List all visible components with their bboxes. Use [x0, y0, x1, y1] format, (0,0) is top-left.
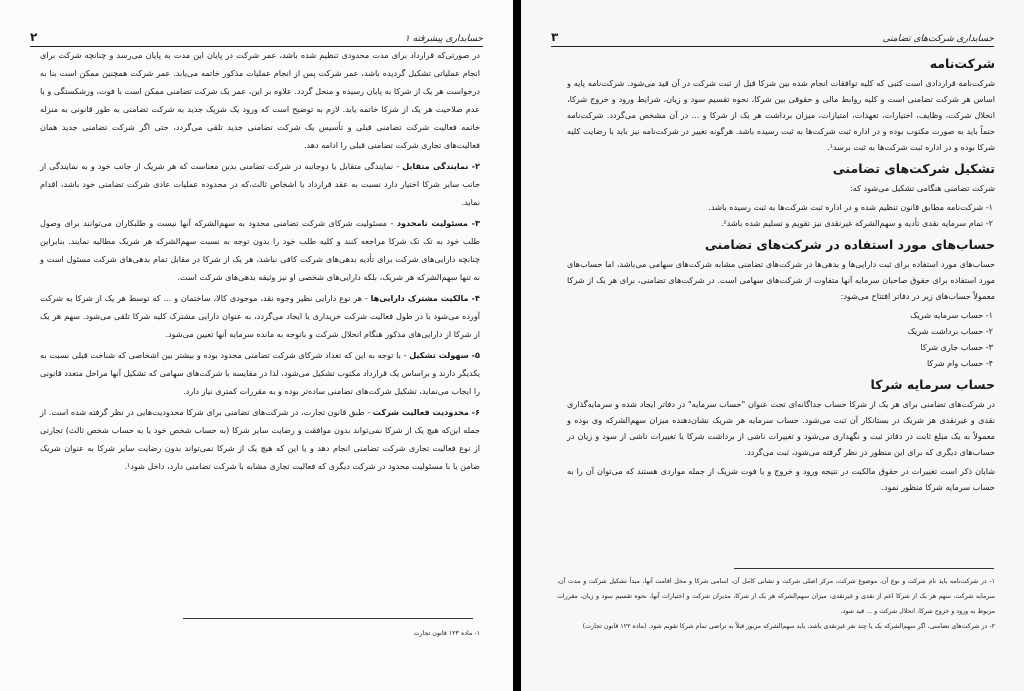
list-item: ۴- حساب وام شرکا: [926, 358, 993, 368]
body-paragraph: شایان ذکر است تغییرات در حقوق مالکیت در نتیجه ورود و خروج و یا فوت شریک از جمله مواردی هستند که می‌توان آن را به حساب سرمایه شرکا منظور نمود.: [567, 466, 995, 492]
item-text: - طبق قانون تجارت، در شرکت‌های تضامنی برای شرکا محدودیت‌هایی در نظر گرفته شده است. از جمله این‌که هیچ یک از شرکا نمی‌تواند بدون موافقت و رضایت سایر شرکا (به حساب شخص خود یا به حساب شخص ثالث) تجارتی از نوع فعالیت تجاری شرکت تضامنی انجام دهد و یا این که هیچ یک از شرکا نمی‌تواند بدون رضایت سایر شرکا به عنوان شریک ضامن یا با مسئولیت محدود در شرکت دیگری که فعالیت تجاری مشابه با شرکت تضامنی دارد، داخل شود¹.: [40, 407, 480, 471]
list-item: ۱- حساب سرمایه شریک: [910, 310, 993, 320]
numbered-item: [40, 346, 480, 400]
numbered-item: [40, 403, 480, 475]
item-title: ۶- محدودیت فعالیت شرکت: [372, 407, 480, 417]
item-text: - نمایندگی متقابل یا دوجانبه در شرکت تضامنی بدین معناست که هر شریک از جانب خود و به نمایندگی از جانب سایر شرکا اختیار دارد نسبت به عقد قرارداد با اشخاص ثالث،که در محدوده عملیات عادی شرکت تضامنی خود باشد، اقدام نماید.: [40, 161, 480, 207]
body-paragraph: در شرکت‌های تضامنی برای هر یک از شرکا حساب جداگانه‌ای تحت عنوان "حساب سرمایه" در دفاتر ایجاد شده و سرمایه‌گذاری نقدی و غیرنقدی هر شریک در بستانکار آن ثبت می‌شود. حساب سرمایه هر شریک نشان‌دهنده میزان سهم‌الشرکه وی بوده و معمولاً به یک مبلغ ثابت در دفاتر ثبت و نگهداری می‌شود و تغییرات ناشی از برداشت شرکا یا تغییرات ناشی از سود و زیان در حساب‌های دیگری که برای این منظور در نظر گرفته می‌شود، ثبت می‌گردد.: [567, 399, 995, 457]
numbered-item: [40, 214, 480, 286]
item-text: - هر نوع دارایی نظیر وجوه نقد، موجودی کالا، ساختمان و ... که توسط هر یک از شرکا به شرکت آورده می‌شود یا در طول فعالیت شرکت خریداری یا ایجاد می‌گردد، به عنوان دارایی مشترک کلیه شرکا تلقی می‌شود. سهم هر یک از شرکا از دارایی‌های مذکور هنگام انحلال شرکت و باتوجه به مانده سرمایه آنها تعیین می‌شود.: [40, 293, 480, 339]
body-paragraph: در صورتی‌که قرارداد برای مدت محدودی تنظیم شده باشد، عمر شرکت در پایان این مدت به پایان می‌رسد و چنانچه شرکت برای انجام عملیاتی تشکیل گردیده باشد، عمر شرکت پس از انجام عملیات مذکور خاتمه می‌یابد. عمر شرکت همچنین ممکن است بنا به درخواست هر یک از شرکا به پایان رسیده و منحل گردد. علاوه بر این، عمر یک شرکت تضامنی ممکن است با فوت، ورشکستگی و یا عدم صلاحیت هر یک از شرکا خاتمه یابد. لازم به توضیح است که ورود یک شریک جدید به شرکت تضامنی به طور قانونی به منزله خاتمه فعالیت شرکت تضامنی قبلی و تأسیس یک شرکت تضامنی جدید تلقی می‌گردد، حتی اگر شرکت تضامنی جدید همان فعالیت‌های تجاری شرکت تضامنی قبلی را ادامه دهد.: [40, 50, 480, 150]
page-number: ۳: [551, 30, 559, 44]
item-title: ۳- مسئولیت نامحدود: [396, 218, 480, 228]
item-title: ۲- نمایندگی متقابل: [402, 161, 480, 171]
item-title: ۴- مالکیت مشترک دارایی‌ها: [370, 293, 480, 303]
right-footnotes: [557, 574, 995, 634]
item-title: ۵- سهولت تشکیل: [409, 350, 480, 360]
left-footnotes: [40, 626, 480, 641]
section-heading: شرکت‌نامه: [929, 56, 995, 71]
page-number: ۲: [30, 30, 38, 44]
list-item: ۲- حساب برداشت شریک: [907, 326, 993, 336]
footnote-rule: [734, 568, 994, 569]
numbered-item: [40, 157, 480, 211]
footnote-rule: [183, 618, 473, 619]
body-paragraph: شرکت‌نامه قراردادی است کتبی که کلیه توافقات انجام شده بین شرکا قبل از ثبت شرکت در آن قید می‌شود. شرکت‌نامه پایه و اساس هر شرکت تضامنی است و کلیه روابط مالی و حقوقی بین شرکا، نحوه تقسیم سود و زیان، شرایط ورود و خروج شرکا، انحلال شرکت، وظایف، اختیارات، تعهدات، امتیازات، میزان برداشت هر یک از شرکا و ... در آن مشخص می‌گردد. شرکت‌نامه حتماً باید به صورت مکتوب بوده و در اداره ثبت شرکت‌ها به ثبت رسیده باشد. هرگونه تغییر در شرکت‌نامه نیز باید با رضایت کلیه شرکا بوده و در اداره ثبت شرکت‌ها به ثبت برسد¹.: [567, 78, 995, 152]
numbered-list: [567, 307, 995, 371]
section-heading: حساب سرمایه شرکا: [870, 377, 995, 392]
footnote: ۱- در شرکت‌نامه باید نام شرکت و نوع آن، موضوع شرکت، مرکز اصلی شرکت و نشانی کامل آن، اسامی شرکا و محل اقامت آنها، مبدأ تشکیل شرکت و مدت آن، سرمایه شرکت، سهم هر یک از شرکا اعم از نقدی و غیرنقدی، میزان سهم‌الشرکه هر یک از شرکا، مدیران شرکت و اختیارات آنها، نحوه تقسیم سود و زیان، مقررات مربوط به ورود و خروج شرکا، انحلال شرکت و ... قید شود.: [557, 578, 995, 615]
item-text: - مسئولیت شرکای شرکت تضامنی محدود به سهم‌الشرکه آنها نیست و طلبکاران می‌توانند برای وصول طلب خود به تک تک شرکا مراجعه کنند و کلیه طلب خود را بدون توجه به نسبت سهم‌الشرکه هر شریک مطالبه نمایند. بنابراین چنانچه دارایی‌های شرکت برای تأدیه بدهی‌های شرکت کافی نباشد، هر یک از شرکا در مقابل تمام بدهی‌های شرکت مسئول است و نه تنها سهم‌الشرکه هر شریک، بلکه دارایی‌های شخصی او نیز وثیقه بدهی‌های شرکت است.: [40, 218, 480, 282]
body-paragraph: شرکت تضامنی هنگامی تشکیل می‌شود که:: [850, 183, 995, 193]
running-title: حسابداری شرکت‌های تضامنی: [882, 34, 994, 44]
body-paragraph: حساب‌های مورد استفاده برای ثبت دارایی‌ها و بدهی‌ها در شرکت‌های تضامنی مشابه شرکت‌های سهامی می‌باشد، اما حساب‌های مورد استفاده برای حقوق صاحبان سرمایه آنها متفاوت از شرکت‌های سهامی است. در شرکت‌های تضامنی، برای هر یک از شرکا معمولاً حساب‌های زیر در دفاتر افتتاح می‌شود:: [567, 259, 995, 301]
numbered-item: [40, 289, 480, 343]
footnote: ۲- در شرکت‌های تضامنی، اگر سهم‌الشرکه یک یا چند نفر غیرنقدی باشد، باید سهم‌الشرکه مزبور قبلاً به تراضی تمام شرکا تقویم شود. (ماده ۱۲۲ قانون تجارت): [582, 623, 995, 630]
list-item: ۳- حساب جاری شرکا: [920, 342, 993, 352]
section-heading: تشکیل شرکت‌های تضامنی: [832, 161, 995, 176]
list-item: ۱- شرکت‌نامه مطابق قانون تنظیم شده و در اداره ثبت شرکت‌ها به ثبت رسیده باشد.: [708, 202, 993, 212]
section-heading: حساب‌های مورد استفاده در شرکت‌های تضامنی: [704, 237, 995, 252]
right-page: [521, 0, 1024, 691]
right-page-body: [567, 50, 995, 498]
right-running-header: [551, 22, 994, 47]
left-running-header: [30, 22, 483, 47]
numbered-list: [567, 199, 995, 231]
left-page-body: [40, 46, 480, 478]
item-text: - با توجه به این که تعداد شرکای شرکت تضامنی محدود بوده و بیشتر بین اشخاصی که شناخت قبلی نسبت به یکدیگر دارند و براساس یک قرارداد مکتوب تشکیل می‌شود، لذا در مقایسه با شرکت‌های سهامی که تشکیل آنها مراحل متعدد قانونی را ایجاب می‌نماید، تشکیل شرکت‌های تضامنی ساده‌تر بوده و به مقررات کمتری نیاز دارد.: [40, 350, 480, 396]
list-item: ۲- تمام سرمایه نقدی تأدیه و سهم‌الشرکه غیرنقدی نیز تقویم و تسلیم شده باشد².: [720, 218, 993, 228]
footnote: ۱- ماده ۱۲۳ قانون تجارت: [413, 630, 480, 637]
running-title: حسابداری پیشرفته ۱: [404, 34, 483, 44]
